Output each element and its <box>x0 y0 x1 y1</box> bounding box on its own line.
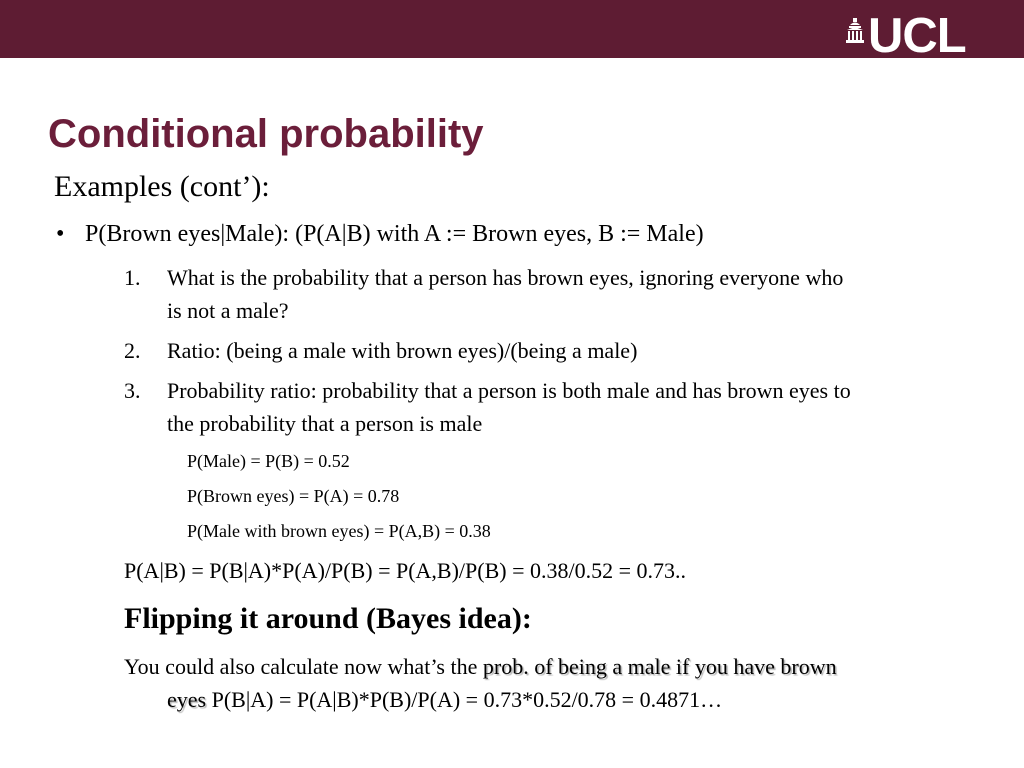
closing-line-1 <box>124 650 837 683</box>
closing-prefix: You could also calculate now what’s the <box>124 654 483 679</box>
sub-item: P(Brown eyes) = P(A) = 0.78 <box>187 486 400 506</box>
closing-formula: P(B|A) = P(A|B)*P(B)/P(A) = 0.73*0.52/0.78 = 0.4871… <box>206 687 723 712</box>
item-number: 2. <box>124 338 141 363</box>
slide-title: Conditional probability <box>48 112 484 156</box>
highlighted-phrase: eyes <box>167 687 207 712</box>
list-item-text: Probability ratio: probability that a person is both male and has brown eyes to <box>167 378 851 403</box>
item-number: 1. <box>124 265 141 290</box>
sub-item: P(Male with brown eyes) = P(A,B) = 0.38 <box>187 521 491 541</box>
section-heading: Flipping it around (Bayes idea): <box>124 602 532 635</box>
ucl-portico-icon <box>846 18 864 44</box>
list-item-text: is not a male? <box>167 298 289 323</box>
equation-text: P(A|B) = P(B|A)*P(A)/P(B) = P(A,B)/P(B) = 0.38/0.52 = 0.73.. <box>124 558 687 583</box>
highlighted-phrase: prob. of being a male if you have brown <box>482 654 837 679</box>
closing-line-2 <box>167 683 722 716</box>
intro-text: Examples (cont’): <box>54 170 270 203</box>
header-bar <box>0 0 1024 63</box>
list-item-text: What is the probability that a person has brown eyes, ignoring everyone who <box>167 265 844 290</box>
item-number: 3. <box>124 378 141 403</box>
logo-text: UCL <box>868 9 966 63</box>
list-item-text: the probability that a person is male <box>167 411 483 436</box>
bullet-text: P(Brown eyes|Male): (P(A|B) with A := Brown eyes, B := Male) <box>85 221 704 247</box>
list-item-text: Ratio: (being a male with brown eyes)/(being a male) <box>167 338 638 363</box>
ucl-logo <box>846 9 966 63</box>
sub-item: P(Male) = P(B) = 0.52 <box>187 451 350 471</box>
bullet-marker: • <box>56 221 65 247</box>
